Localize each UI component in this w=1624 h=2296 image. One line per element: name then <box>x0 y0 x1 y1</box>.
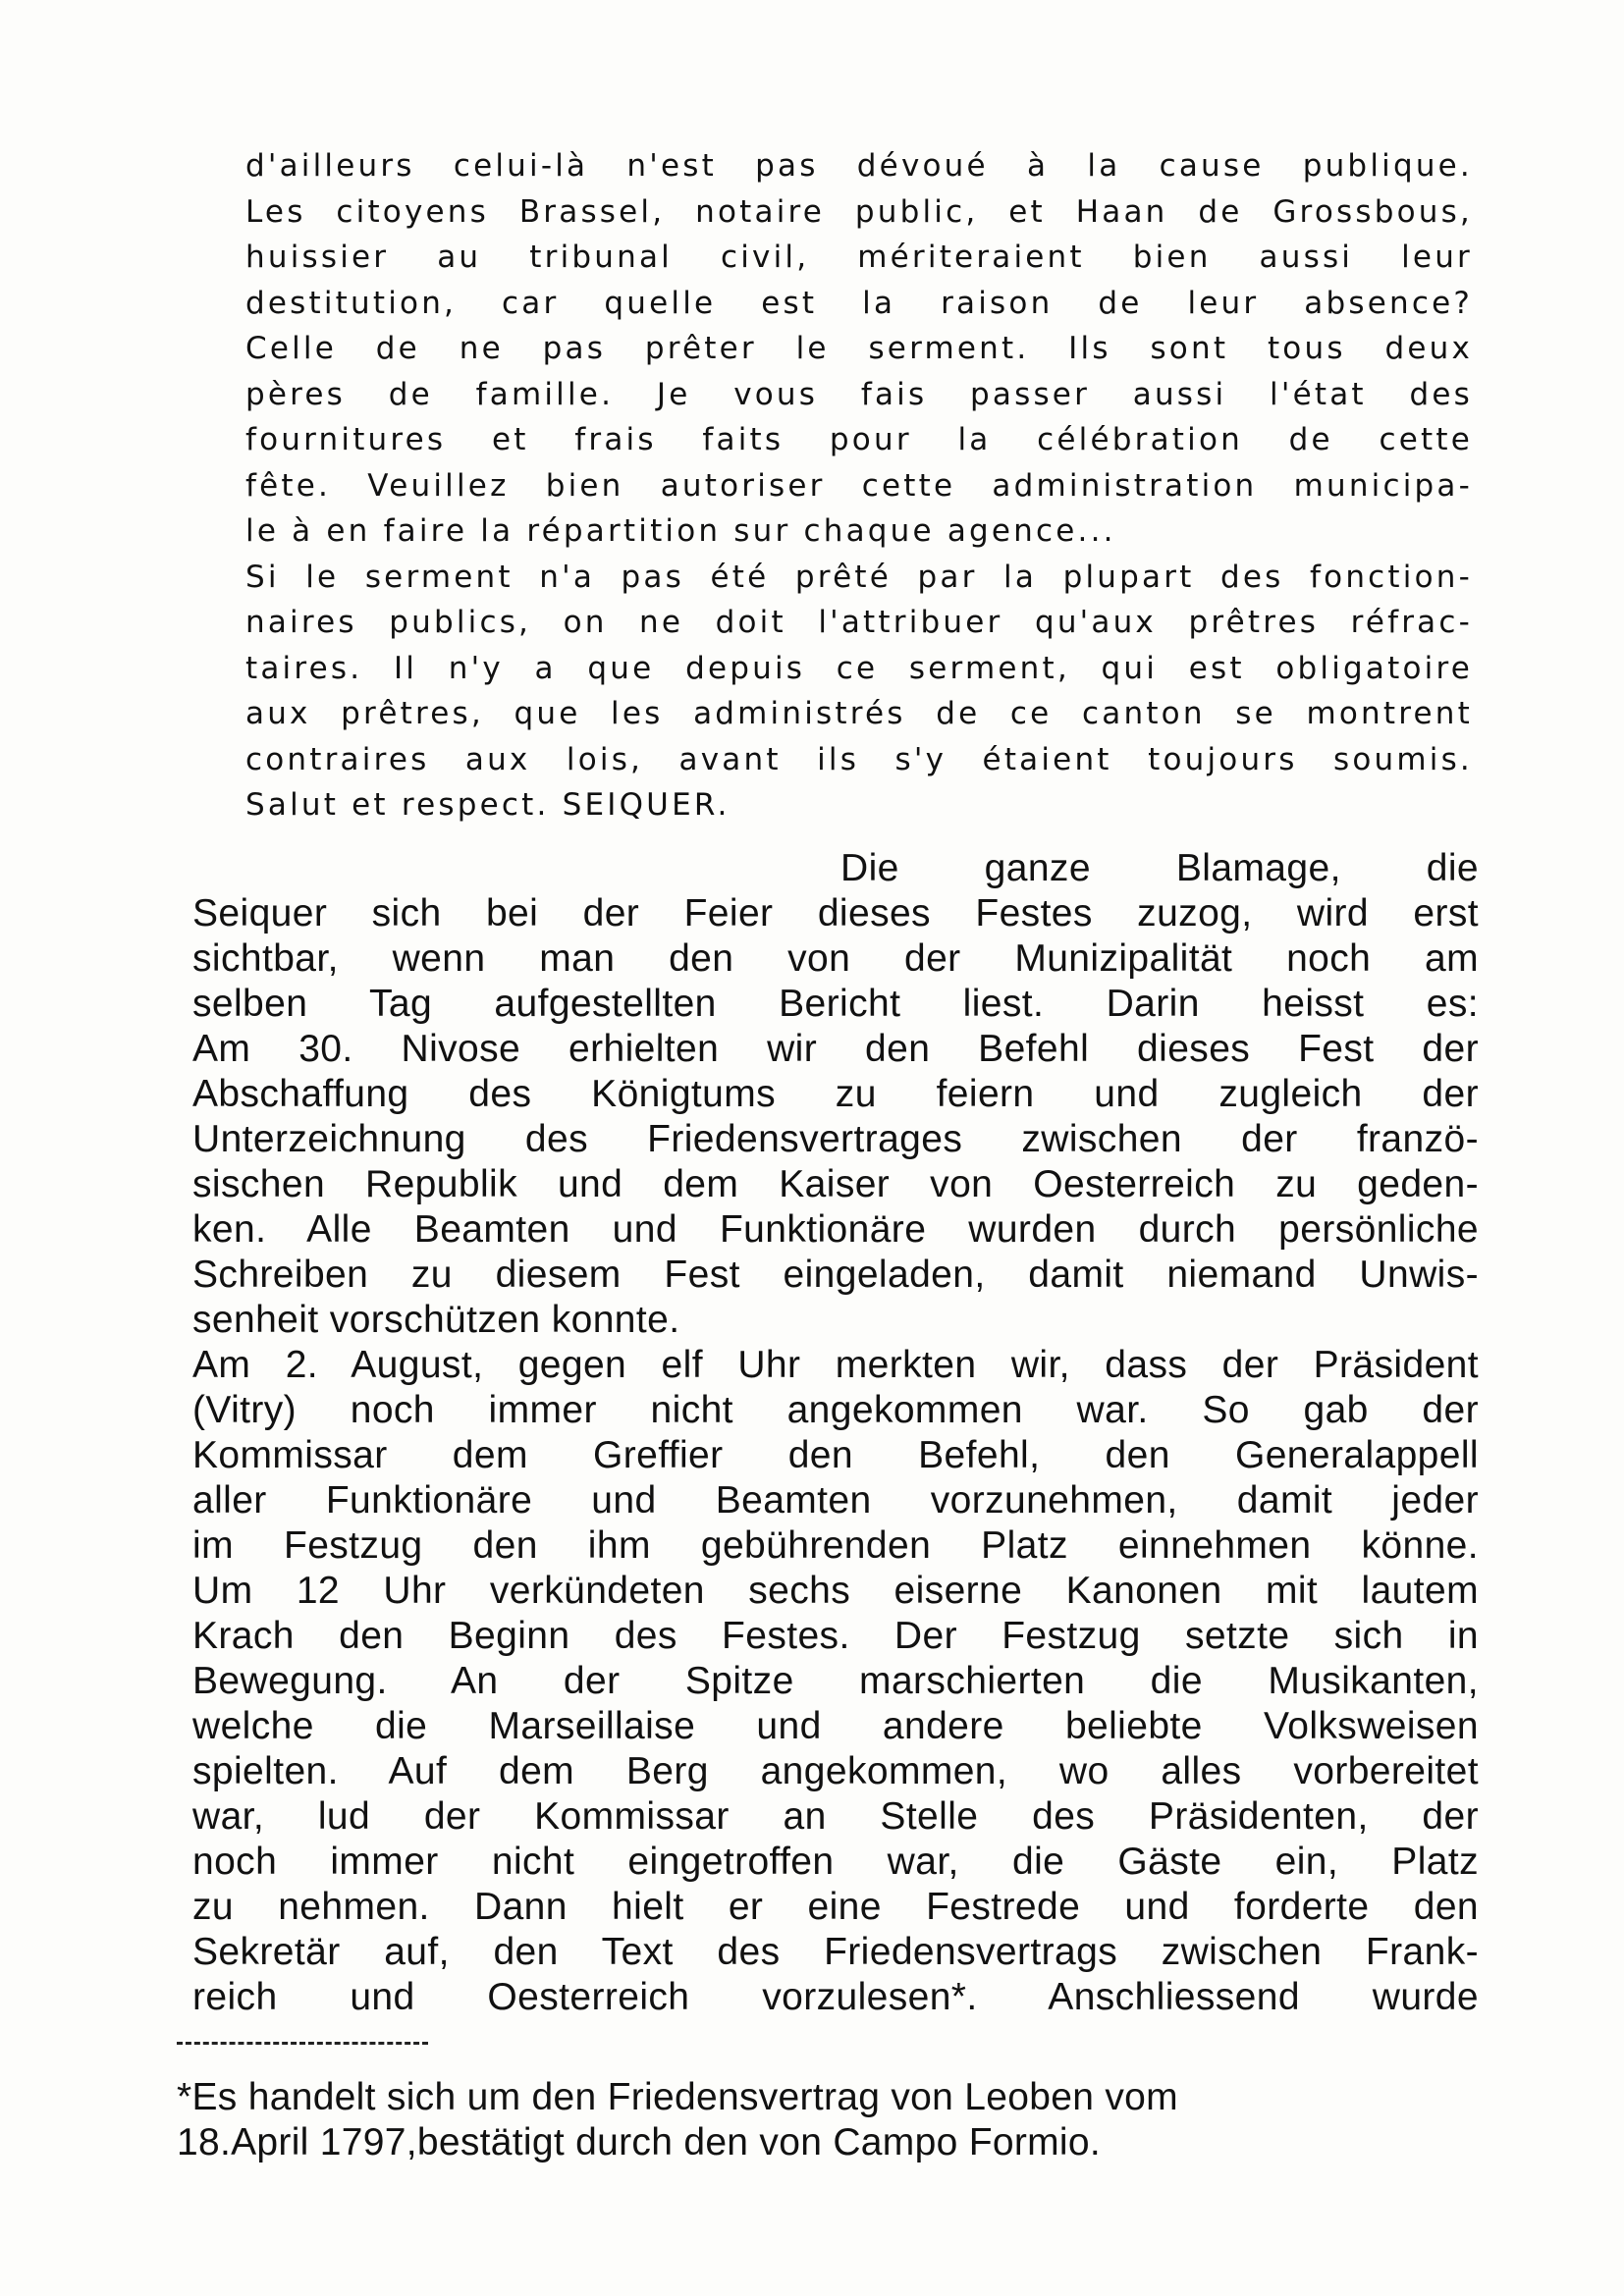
letter-signature-line: Salut et respect. SEIQUER. <box>245 787 731 823</box>
body-line: reich und Oesterreich vorzulesen*. Anschliessend wurde <box>192 1976 1479 2018</box>
letter-line: d'ailleurs celui-là n'est pas dévoué à la cause publique. <box>245 148 1473 184</box>
letter-line: fournitures et frais faits pour la célébration de cette <box>245 422 1473 457</box>
body-line: spielten. Auf dem Berg angekommen, wo alles vorbereitet <box>192 1750 1479 1792</box>
body-line: Krach den Beginn des Festes. Der Festzug setzte sich in <box>192 1615 1479 1657</box>
letter-line: le à en faire la répartition sur chaque agence... <box>245 513 1116 549</box>
letter-line: fête. Veuillez bien autoriser cette administration municipa- <box>245 467 1473 504</box>
report-body-text <box>192 846 1479 2020</box>
body-line: sichtbar, wenn man den von der Munizipalität noch am <box>192 937 1479 980</box>
body-line: zu nehmen. Dann hielt er eine Festrede und forderte den <box>192 1886 1479 1928</box>
letter-line: Si le serment n'a pas été prêté par la plupart des fonction- <box>245 559 1473 595</box>
body-line: senheit vorschützen konnte. <box>192 1299 680 1341</box>
letter-line: naires publics, on ne doit l'attribuer qu'aux prêtres réfrac- <box>245 605 1473 640</box>
body-line: selben Tag aufgestellten Bericht liest. Darin heisst es: <box>192 983 1479 1025</box>
body-line: Bewegung. An der Spitze marschierten die Musikanten, <box>192 1660 1479 1702</box>
body-line: Abschaffung des Königtums zu feiern und zugleich der <box>192 1073 1479 1115</box>
body-line: welche die Marseillaise und andere beliebte Volksweisen <box>192 1705 1479 1747</box>
body-line: war, lud der Kommissar an Stelle des Präsidenten, der <box>192 1795 1479 1838</box>
letter-line: Celle de ne pas prêter le serment. Ils sont tous deux <box>245 331 1473 366</box>
letter-line: taires. Il n'y a que depuis ce serment, qui est obligatoire <box>245 650 1473 686</box>
quoted-letter-block <box>245 143 1473 828</box>
body-line: ken. Alle Beamten und Funktionäre wurden durch persönliche <box>192 1208 1479 1251</box>
letter-line: contraires aux lois, avant ils s'y étaient toujours soumis. <box>245 741 1473 777</box>
body-line: Die ganze Blamage, die <box>840 847 1479 889</box>
body-line: Kommissar dem Greffier den Befehl, den Generalappell <box>192 1434 1479 1476</box>
body-line: Am 2. August, gegen elf Uhr merkten wir, dass der Präsident <box>192 1344 1479 1386</box>
body-line: sischen Republik und dem Kaiser von Oesterreich zu geden- <box>192 1163 1479 1205</box>
body-line: (Vitry) noch immer nicht angekommen war. So gab der <box>192 1389 1479 1431</box>
body-line: im Festzug den ihm gebührenden Platz einnehmen könne. <box>192 1524 1479 1567</box>
letter-line: pères de famille. Je vous fais passer aussi l'état des <box>245 376 1473 412</box>
body-line: Um 12 Uhr verkündeten sechs eiserne Kanonen mit lautem <box>192 1570 1479 1612</box>
body-line: Schreiben zu diesem Fest eingeladen, damit niemand Unwis- <box>192 1254 1479 1296</box>
body-line: Sekretär auf, den Text des Friedensvertrags zwischen Frank- <box>192 1931 1479 1973</box>
footnote-separator <box>177 2042 428 2045</box>
letter-line: Les citoyens Brassel, notaire public, et Haan de Grossbous, <box>245 193 1473 230</box>
body-line: Seiquer sich bei der Feier dieses Festes zuzog, wird erst <box>192 892 1479 934</box>
letter-line: huissier au tribunal civil, mériteraient bien aussi leur <box>245 240 1473 275</box>
body-line: noch immer nicht eingetroffen war, die Gäste ein, Platz <box>192 1841 1479 1883</box>
footnote <box>177 2075 1355 2165</box>
body-line: aller Funktionäre und Beamten vorzunehmen, damit jeder <box>192 1479 1479 1522</box>
letter-line: destitution, car quelle est la raison de leur absence? <box>245 285 1473 321</box>
letter-line: aux prêtres, que les administrés de ce canton se montrent <box>245 696 1473 731</box>
body-line: Unterzeichnung des Friedensvertrages zwischen der franzö- <box>192 1118 1479 1160</box>
footnote-line: *Es handelt sich um den Friedensvertrag von Leoben vom <box>177 2076 1178 2118</box>
body-line: Am 30. Nivose erhielten wir den Befehl dieses Fest der <box>192 1028 1479 1070</box>
footnote-line: 18.April 1797,bestätigt durch den von Campo Formio. <box>177 2121 1101 2163</box>
